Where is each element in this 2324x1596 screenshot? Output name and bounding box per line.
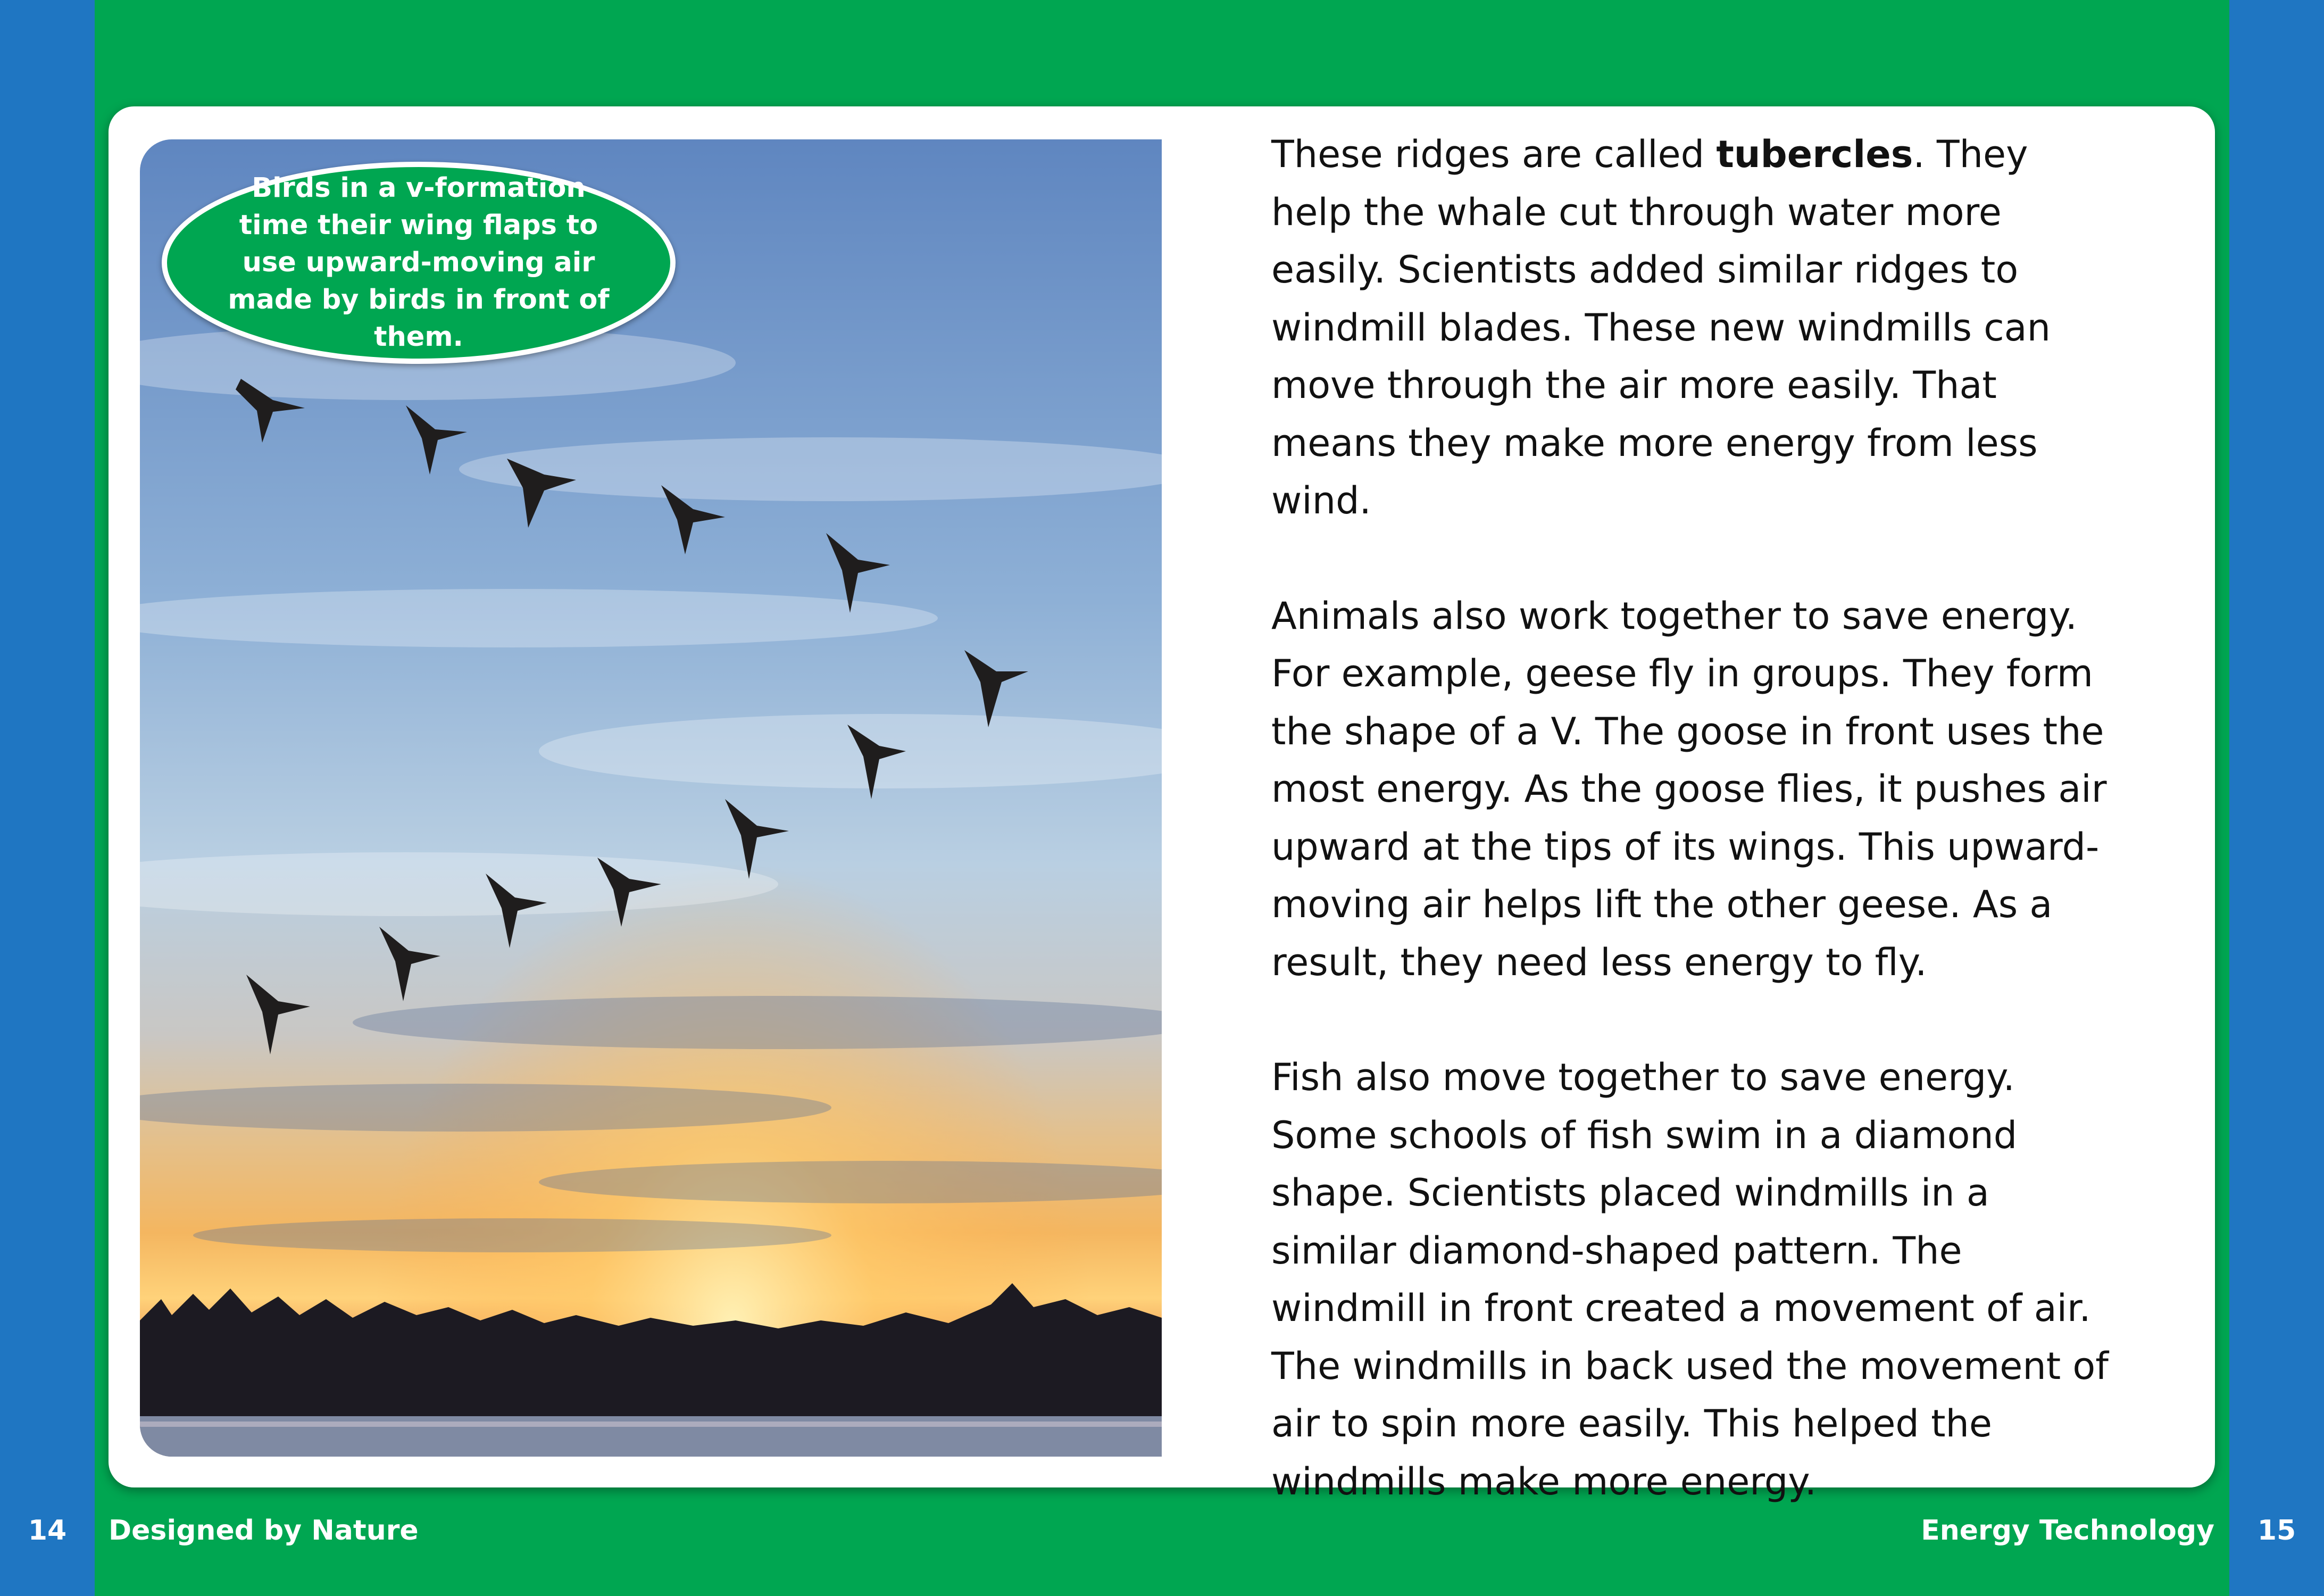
photo-caption-callout <box>162 162 676 364</box>
running-head-right: Energy Technology <box>1921 1515 2214 1547</box>
paragraph-2: Animals also work together to save energy. For example, geese fly in groups. They form the shape of a V. The goose in front uses the most energy. As the goose flies, it pushes air upward at the tips of its wings. This upward-moving air helps lift the other geese. As a result, they need less energy to fly. <box>1271 594 2107 984</box>
left-blue-edge <box>0 0 95 1596</box>
photo-caption-text: Birds in a v-formation time their wing flaps to use upward-moving air made by birds in front of them. <box>228 172 610 353</box>
running-head-left: Designed by Nature <box>109 1515 419 1547</box>
body-text <box>1271 126 2117 1510</box>
paragraph-3: Fish also move together to save energy. Some schools of fish swim in a diamond shape. Scientists placed windmills in a similar diamond-shaped pattern. The windmill in front created a movement of air. The windmills in back used the movement of air to spin more easily. This helped the windmills make more energy. <box>1271 1055 2109 1503</box>
right-blue-edge <box>2229 0 2324 1596</box>
paragraph-1-start: These ridges are called <box>1271 132 1717 176</box>
page-number-right: 15 <box>2257 1515 2296 1547</box>
paragraph-1 <box>1271 126 2117 530</box>
term-tubercles: tubercles <box>1716 132 1913 176</box>
page-number-left: 14 <box>28 1515 67 1547</box>
paragraph-1-end: . They help the whale cut through water more easily. Scientists added similar ridges to windmill blades. These new windmills can move through the air more easily. That means they make more energy from less wind. <box>1271 132 2051 522</box>
